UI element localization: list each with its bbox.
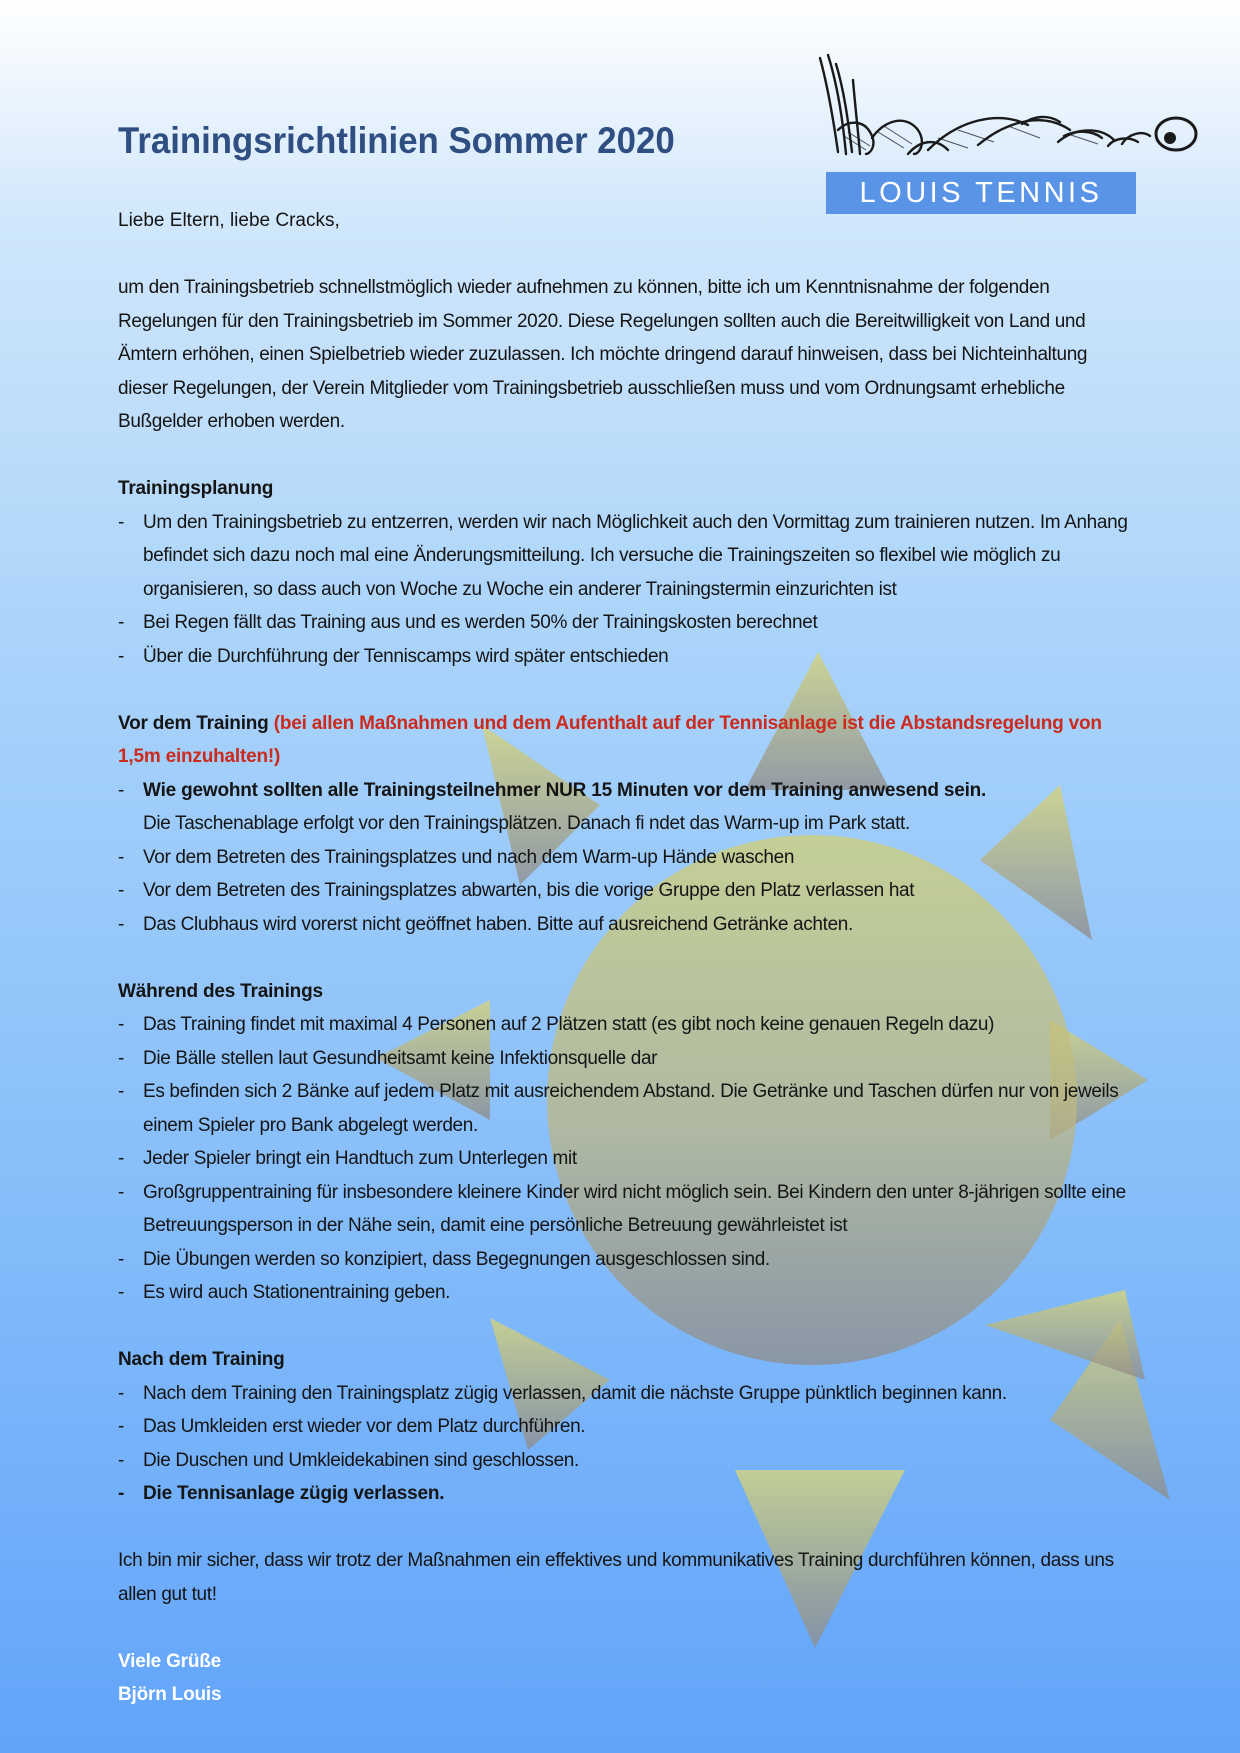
list-planung [118, 506, 1128, 674]
list-item: - Um den Trainingsbetrieb zu entzerren, werden wir nach Möglichkeit auch den Vormittag zum trainieren nutzen. Im Anhang befindet sich dazu noch mal eine Änderungsmitteilung. Ich versuche die Trainingszeiten so flexibel wie möglich zu organisieren, so dass auch von Woche zu Woche ein anderer Trainingstermin einzurichten ist [118, 506, 1128, 607]
list-nach [118, 1377, 1128, 1511]
list-item: - Das Training findet mit maximal 4 Personen auf 2 Plätzen statt (es gibt noch keine genauen Regeln dazu) [118, 1008, 1128, 1042]
signature-name: Björn Louis [118, 1684, 222, 1705]
list-item: - Es wird auch Stationentraining geben. [118, 1276, 1128, 1310]
list-item: - Großgruppentraining für insbesondere kleinere Kinder wird nicht möglich sein. Bei Kindern den unter 8-jährigen sollte eine Betreuungsperson in der Nähe sein, damit eine persönliche Betreuung gewährleistet ist [118, 1176, 1128, 1243]
list-item: - Das Umkleiden erst wieder vor dem Platz durchführen. [118, 1410, 1128, 1444]
list-waehrend [118, 1008, 1128, 1310]
list-item: - Das Clubhaus wird vorerst nicht geöffnet haben. Bitte auf ausreichend Getränke achten. [118, 908, 1128, 942]
list-item: - Die Duschen und Umkleidekabinen sind geschlossen. [118, 1444, 1128, 1478]
section-heading-nach: Nach dem Training [118, 1349, 285, 1370]
louis-tennis-logo [808, 50, 1208, 216]
letter-body [118, 204, 1128, 1712]
distance-rule-warning: (bei allen Maßnahmen und dem Aufenthalt auf der Tennisanlage ist die Abstandsregelung von 1,5m einzuhalten!) [118, 712, 1102, 767]
list-item-bold: - Die Tennisanlage zügig verlassen. [118, 1477, 1128, 1511]
list-item: - Es befinden sich 2 Bänke auf jedem Platz mit ausreichendem Abstand. Die Getränke und Taschen dürfen nur von jeweils einem Spieler pro Bank abgelegt werden. [118, 1075, 1128, 1142]
list-item: - Vor dem Betreten des Trainingsplatzes abwarten, bis die vorige Gruppe den Platz verlassen hat [118, 874, 1128, 908]
section-heading-vor-title: Vor dem Training [118, 712, 269, 734]
arrival-rule-rest: Die Taschenablage erfolgt vor den Trainingsplätzen. Danach fi ndet das Warm-up im Park statt. [143, 813, 910, 834]
signature-greeting: Viele Grüße [118, 1650, 222, 1672]
list-vor [118, 774, 1128, 942]
list-item: - Die Bälle stellen laut Gesundheitsamt keine Infektionsquelle dar [118, 1042, 1128, 1076]
tennis-player-sketch-icon [808, 50, 1208, 175]
arrival-rule-bold: Wie gewohnt sollten alle Trainingsteilnehmer NUR 15 Minuten vor dem Training anwesend sein. [143, 779, 987, 801]
intro-paragraph: um den Trainingsbetrieb schnellstmöglich wieder aufnehmen zu können, bitte ich um Kenntnisnahme der folgenden Regelungen für den Trainingsbetrieb im Sommer 2020. Diese Regelungen sollten auch die Bereitwilligkeit von Land und Ämtern erhöhen, einen Spielbetrieb wieder zuzulassen. Ich möchte dringend darauf hinweisen, dass bei Nichteinhaltung dieser Regelungen, der Verein Mitglieder vom Trainingsbetrieb ausschließen muss und vom Ordnungsamt erhebliche Bußgelder erhoben werden. [118, 277, 1088, 432]
list-item: - Bei Regen fällt das Training aus und es werden 50% der Trainingskosten berechnet [118, 606, 1128, 640]
page-title: Trainingsrichtlinien Sommer 2020 [118, 120, 675, 161]
section-heading-vor [118, 707, 1128, 774]
list-item: - Vor dem Betreten des Trainingsplatzes und nach dem Warm-up Hände waschen [118, 841, 1128, 875]
list-item: - Nach dem Training den Trainingsplatz zügig verlassen, damit die nächste Gruppe pünktlich beginnen kann. [118, 1377, 1128, 1411]
list-item [118, 774, 1128, 841]
logo-text: LOUIS TENNIS [826, 172, 1136, 214]
closing-paragraph: Ich bin mir sicher, dass wir trotz der Maßnahmen ein effektives und kommunikatives Training durchführen können, dass uns allen gut tut! [118, 1550, 1114, 1605]
greeting: Liebe Eltern, liebe Cracks, [118, 210, 340, 231]
list-item: - Die Übungen werden so konzipiert, dass Begegnungen ausgeschlossen sind. [118, 1243, 1128, 1277]
list-item: - Über die Durchführung der Tenniscamps wird später entschieden [118, 640, 1128, 674]
section-heading-planung: Trainingsplanung [118, 478, 274, 499]
section-heading-waehrend: Während des Trainings [118, 980, 323, 1002]
list-item: - Jeder Spieler bringt ein Handtuch zum Unterlegen mit [118, 1142, 1128, 1176]
